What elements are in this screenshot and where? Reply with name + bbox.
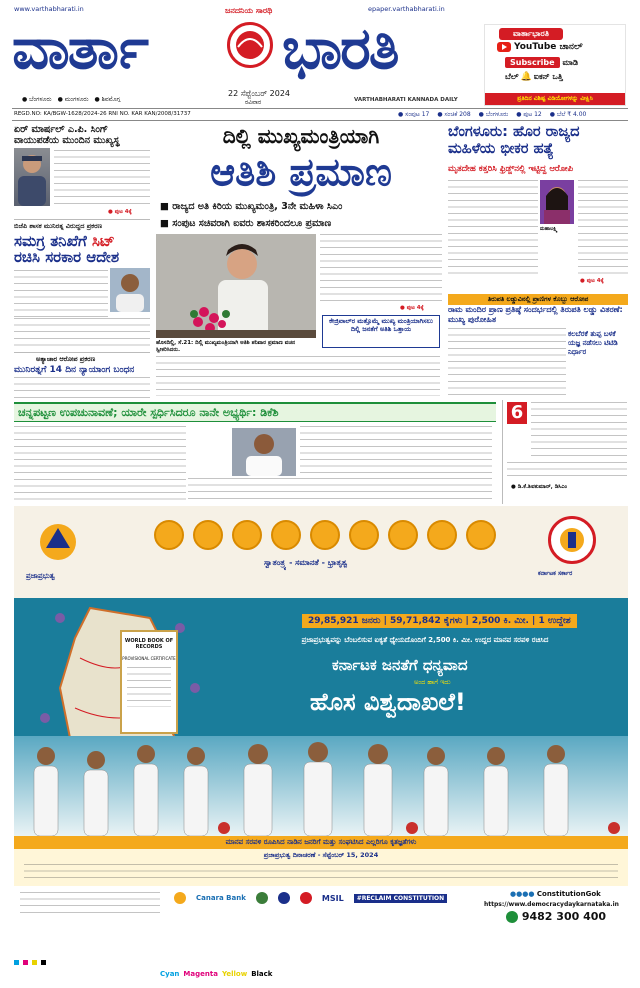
- certificate-subtitle: PROVISIONAL CERTIFICATE: [122, 656, 176, 661]
- youtube-subscribe-row: [505, 57, 578, 68]
- atishi-photo: [156, 234, 316, 338]
- person-icon: [540, 180, 574, 224]
- youtube-promo-title: ವಾರ್ತಾಭಾರತಿ: [499, 28, 563, 40]
- youtube-play-icon: [497, 42, 511, 52]
- leader-portrait: [271, 520, 301, 550]
- airmarshal-more[interactable]: ● ಪುಟ 4ಕ್ಕೆ: [108, 209, 132, 215]
- social-handle[interactable]: [510, 890, 601, 898]
- ad-logo-text: ಪ್ರಜಾಪ್ರಭುತ್ವ: [26, 572, 55, 580]
- leader-portrait: [154, 520, 184, 550]
- youtube-channel: YouTube ಚಾನಲ್: [514, 42, 583, 52]
- reg-mark: [41, 960, 46, 965]
- sit-title-part-a: ಸಮಗ್ರ ತನಿಖೆಗೆ: [14, 232, 87, 250]
- column-divider: [14, 219, 150, 220]
- main-more[interactable]: ● ಪುಟ 4ಕ್ಕೆ: [400, 305, 424, 311]
- ad-top-line: ಸ್ವಾತಂತ್ರ್ಯ - ಸಮಾನತೆ - ಭ್ರಾತೃತ್ವ: [264, 558, 348, 567]
- murder-text-a: [448, 180, 538, 276]
- temple-kicker: ತಿರುಪತಿ ಲಡ್ಡುವಿನಲ್ಲಿ ಪ್ರಾಣಿಗಳ ಕೊಬ್ಬು ಆರೋಪ: [448, 294, 628, 305]
- issue-info: [398, 111, 586, 119]
- people-illustration: [14, 736, 628, 836]
- ad-bottom-line-2: ಪ್ರಜಾಪ್ರಭುತ್ವ ದಿನಾಚರಣೆ - ಸೆಪ್ಟೆಂಬರ್ 15, 2024: [263, 851, 379, 859]
- leader-portrait: [310, 520, 340, 550]
- sponsor-icon: [256, 892, 268, 904]
- column-author: ● ಡಿ.ಕೆ.ಶಿವಕುಮಾರ್, ಡಿಸಿಎಂ: [511, 484, 568, 490]
- phone-icon: [506, 911, 518, 923]
- cmyk-magenta: Magenta: [183, 970, 218, 978]
- paper-name-en: VARTHABHARATI KANNADA DAILY: [354, 97, 458, 103]
- gov-badge: [548, 516, 596, 564]
- leader-portrait: [349, 520, 379, 550]
- youtube-subscribe-button[interactable]: Subscribe: [505, 57, 560, 68]
- youtube-subscribe-suffix: ಮಾಡಿ: [562, 57, 579, 67]
- ad-people: [14, 736, 628, 836]
- ad-phone[interactable]: [506, 910, 606, 923]
- banner-story-text-b: [188, 478, 492, 504]
- ad-chain-line: ಪ್ರಜಾಪ್ರಭುತ್ವವನ್ನು ಬೆಂಬಲಿಸುವ ಐಕ್ಯತೆ ಧ್ಯೇಯದೊಂದಿಗೆ 2,500 ಕಿ. ಮೀ. ಉದ್ದದ ಮಾನವ ಸರಪಳಿ ರಚಿಸಿದ: [301, 636, 549, 644]
- cmyk-cyan: Cyan: [160, 970, 180, 978]
- youtube-logo-row: [497, 42, 583, 52]
- youtube-icon-text: ಐಕನ್ ಒತ್ತಿ: [533, 72, 563, 81]
- leader-portrait: [232, 520, 262, 550]
- masthead-left: ವಾರ್ತಾ: [12, 14, 147, 82]
- sit-text: [14, 270, 108, 318]
- leader-portrait: [388, 520, 418, 550]
- person-icon: [110, 268, 150, 312]
- ad-thanks: ಕರ್ನಾಟಕ ಜನತೆಗೆ ಧನ್ಯವಾದ: [332, 656, 468, 674]
- issue-date: 22 ಸೆಪ್ಟೆಂಬರ್ 2024: [228, 89, 291, 98]
- person-icon: [14, 148, 50, 206]
- header-rule: [12, 120, 628, 121]
- leader-portrait: [466, 520, 496, 550]
- bell-icon: 🔔: [520, 72, 532, 82]
- murder-title[interactable]: ಬೆಂಗಳೂರು: ಹೊರ ರಾಜ್ಯದ ಮಹಿಳೆಯ ಭೀಕರ ಹತ್ಯೆ: [448, 124, 580, 157]
- murder-subtitle: ಮೃತದೇಹ ಕತ್ತರಿಸಿ ಫ್ರಿಡ್ಜ್‌ನಲ್ಲಿ ಇಟ್ಟಿದ್ದ ಆರೋಪಿ: [448, 164, 574, 174]
- regd-line: REGD.NO: KA/BGW-1628/2024-26 RNI NO. KAR KAN/2008/31737: [14, 111, 191, 117]
- emblem-icon: [230, 25, 270, 65]
- edition-item: ● ಶಿವಮೊಗ್ಗ: [94, 96, 121, 103]
- advertisement[interactable]: [14, 506, 628, 886]
- masthead-emblem: [227, 22, 273, 68]
- sit-title-part-b: ರಚಿಸಿ ಸರಕಾರ ಆದೇಶ: [14, 248, 120, 266]
- cmyk-yellow: Yellow: [221, 970, 248, 978]
- victim-caption: ಮಹಾಲಕ್ಷ್ಮಿ: [540, 226, 558, 232]
- column-text-b: [507, 462, 627, 482]
- column-text: [531, 402, 627, 460]
- masthead: [12, 14, 462, 94]
- sponsor-3: #RECLAIM CONSTITUTION: [354, 894, 448, 903]
- column-number: 6: [507, 402, 527, 424]
- airmarshal-story[interactable]: [14, 124, 150, 146]
- site-url[interactable]: www.varthabharati.in: [14, 5, 84, 13]
- reg-mark: [14, 960, 19, 965]
- epaper-url[interactable]: epaper.varthabharati.in: [368, 5, 445, 13]
- leader-portrait: [427, 520, 457, 550]
- ad-small: ಅಂದ ಹಾಗೆ ಇದು: [414, 678, 451, 686]
- leader-portrait: [193, 520, 223, 550]
- banner-story-text: [14, 426, 186, 504]
- temple-text: [448, 328, 566, 398]
- cmyk-black: Black: [251, 970, 273, 978]
- ad-phone-number: 9482 300 400: [521, 910, 607, 923]
- democracy-logo-icon: [32, 518, 84, 570]
- banner-text: ಚನ್ನಪಟ್ಟಣ ಉಪಚುನಾವಣೆ; ಯಾರೇ ಸ್ಪರ್ಧಿಸಿದರೂ ನಾನೇ ಅಭ್ಯರ್ಥಿ: ಡಿಕೆಶಿ: [18, 406, 279, 419]
- issue-info-item: ● ಬೆಲೆ ₹ 4.00: [549, 111, 587, 118]
- government-emblem-icon: [551, 519, 593, 561]
- youtube-bell-label: ಬೆಲ್: [505, 72, 519, 81]
- tagline: ಜನದನಿಯ ಸಾರಥಿ: [225, 6, 273, 15]
- main-text-col-b: [156, 356, 440, 396]
- edition-item: ● ಬೆಂಗಳೂರು: [22, 96, 52, 103]
- sponsor-icon: [300, 892, 312, 904]
- channapatna-banner[interactable]: [14, 402, 496, 422]
- masthead-right: ಭಾರತಿ: [282, 14, 398, 82]
- victim-photo: [540, 180, 574, 224]
- leader-portraits: [154, 520, 496, 550]
- youtube-promo-bottom: ಪ್ರತಿದಿನ ವಿಶಿಷ್ಟ ವಿಡಿಯೋಗಳನ್ನು ವೀಕ್ಷಿಸಿ: [485, 93, 625, 105]
- certificate-title: WORLD BOOK OF RECORDS: [124, 638, 174, 650]
- kejriwal-box-text: ಕೇಜ್ರಿವಾಲ್‌ರ ಮತ್ತೊಮ್ಮೆ ಮುಖ್ಯ ಮಂತ್ರಿಯಾಗಿಸಲು ದಿಲ್ಲಿ ಜನತೆಗೆ ಅತಿಶಿ ಒತ್ತಾಯ: [329, 317, 433, 333]
- person-icon: [232, 428, 296, 476]
- issue-info-item: ● ಸಂಚಿಕೆ 208: [437, 111, 471, 118]
- main-text-col-a: [320, 234, 442, 304]
- issue-info-item: ● ಸಂಪುಟ 17: [398, 111, 430, 118]
- airmarshal-text: [54, 150, 150, 206]
- sponsor-text: [20, 892, 160, 918]
- reg-mark: [32, 960, 37, 965]
- munirathna-photo: [110, 268, 150, 312]
- photo-illustration: [156, 234, 316, 338]
- issue-info-item: ● ಪುಟ 12: [516, 111, 542, 118]
- gov-badge-text: ಕರ್ನಾಟಕ ಸರ್ಕಾರ: [538, 570, 573, 577]
- column-divider: [14, 352, 150, 353]
- ad-website[interactable]: https://www.democracydaykarnataka.in: [484, 901, 619, 908]
- dk-photo: [232, 428, 296, 476]
- sponsor-icon: [278, 892, 290, 904]
- rape-kicker: ಅತ್ಯಾಚಾರ ಆರೋಪ ಪ್ರಕರಣ: [36, 355, 96, 363]
- sponsor-strip: [14, 888, 628, 968]
- certificate-text: [127, 667, 171, 707]
- sit-title[interactable]: [14, 233, 150, 265]
- certificate: [120, 630, 178, 734]
- social-icons: ●●●●: [510, 890, 537, 898]
- issue-info-item: ● ಬೆಂಗಳೂರು: [478, 111, 509, 118]
- column-box[interactable]: [502, 400, 628, 504]
- main-bullet-2: ■ ಸಂಪುಟ ಸಚಿವರಾಗಿ ಐವರು ಶಾಸಕರಿಂದಲೂ ಪ್ರಮಾಣ: [160, 218, 332, 229]
- airmarshal-title: ಏರ್ ಮಾರ್ಷಲ್ ಎ.ಪಿ. ಸಿಂಗ್ ವಾಯುಪಡೆಯ ಮುಂದಿನ ಮುಖ್ಯಸ್ಥ: [14, 124, 120, 146]
- issue-day: ರವಿವಾರ: [245, 99, 262, 106]
- ad-stats: 29,85,921 ಜನರು | 59,71,842 ಕೈಗಳು | 2,500 ಕಿ. ಮೀ. | 1 ಉದ್ದೇಶ: [302, 614, 577, 628]
- ad-record: ಹೊಸ ವಿಶ್ವದಾಖಲೆ!: [310, 688, 466, 716]
- social-text: ConstitutionGok: [536, 890, 601, 898]
- ad-bottom-text: [24, 864, 618, 884]
- main-title[interactable]: ಆತಿಶಿ ಪ್ರಮಾಣ: [210, 150, 392, 194]
- temple-title[interactable]: ರಾಮ ಮಂದಿರ ಪ್ರಾಣ ಪ್ರತಿಷ್ಠೆ ಸಂದರ್ಭದಲ್ಲಿ ತಿರುಪತಿ ಲಡ್ಡು ವಿತರಣೆ: ಮುಖ್ಯ ಪುರೋಹಿತ: [448, 305, 623, 324]
- banner-story-text-c: [300, 426, 492, 476]
- reg-mark: [23, 960, 28, 965]
- sponsor-2: MSIL: [321, 893, 344, 903]
- rape-text: [14, 377, 150, 401]
- youtube-promo[interactable]: [484, 24, 626, 106]
- registration-marks: [14, 960, 46, 965]
- sponsor-icon: [174, 892, 186, 904]
- sit-text-2: [14, 318, 150, 348]
- sponsor-logos: [174, 892, 447, 904]
- ad-bottom-line-1: ಮಾನವ ಸರಪಳಿ ರೂಪಿಸಿದ ನಾಡಿನ ಜನರಿಗೆ ಮತ್ತು ಸಂಘಟಿಸಿದ ಎಲ್ಲರಿಗೂ ಕೃತಜ್ಞತೆಗಳು: [14, 836, 628, 849]
- header-rule: [12, 108, 628, 109]
- kejriwal-box[interactable]: [322, 315, 440, 348]
- photo-caption: ಹೊಸದಿಲ್ಲಿ, ಸೆ.21: ದಿಲ್ಲಿ ಮುಖ್ಯಮಂತ್ರಿಯಾಗಿ ಅತಿಶಿ ಶನಿವಾರ ಪ್ರಮಾಣ ವಚನ ಸ್ವೀಕರಿಸಿದರು.: [156, 340, 296, 353]
- edition-item: ● ಮಂಗಳೂರು: [57, 96, 89, 103]
- rape-title[interactable]: ಮುನಿರತ್ನಗೆ 14 ದಿನ ನ್ಯಾಯಾಂಗ ಬಂಧನ: [14, 365, 135, 375]
- temple-side: ಕಲಬೆರಕೆ ತುಪ್ಪ ಬಳಕೆ ಯಜ್ಞ ನಡೆಸಲು ಟಿಟಿಡಿ ನಿರ್ಧಾರ: [568, 330, 618, 356]
- sponsor-1: Canara Bank: [196, 894, 246, 902]
- main-kicker: ದಿಲ್ಲಿ ಮುಖ್ಯಮಂತ್ರಿಯಾಗಿ: [222, 124, 380, 148]
- main-bullet-1: ■ ರಾಜ್ಯದ ಅತಿ ಕಿರಿಯ ಮುಖ್ಯಮಂತ್ರಿ, 3ನೇ ಮಹಿಳಾ ಸಿಎಂ: [160, 201, 343, 212]
- airmarshal-photo: [14, 148, 50, 206]
- cmyk-row: [160, 970, 272, 978]
- sit-title-sit: ಸಿಟ್: [91, 232, 115, 250]
- ad-bottom-bar: [14, 836, 628, 886]
- edition-list: [22, 96, 120, 104]
- murder-more[interactable]: ● ಪುಟ 4ಕ್ಕೆ: [580, 278, 604, 284]
- youtube-bell-row: [505, 72, 563, 82]
- ad-logo: [32, 518, 84, 570]
- bjp-kicker: ಬಿಜೆಪಿ ಶಾಸಕ ಮುನಿರತ್ನ ವಿರುದ್ಧದ ಪ್ರಕರಣ: [14, 222, 103, 230]
- murder-text-b: [578, 180, 628, 276]
